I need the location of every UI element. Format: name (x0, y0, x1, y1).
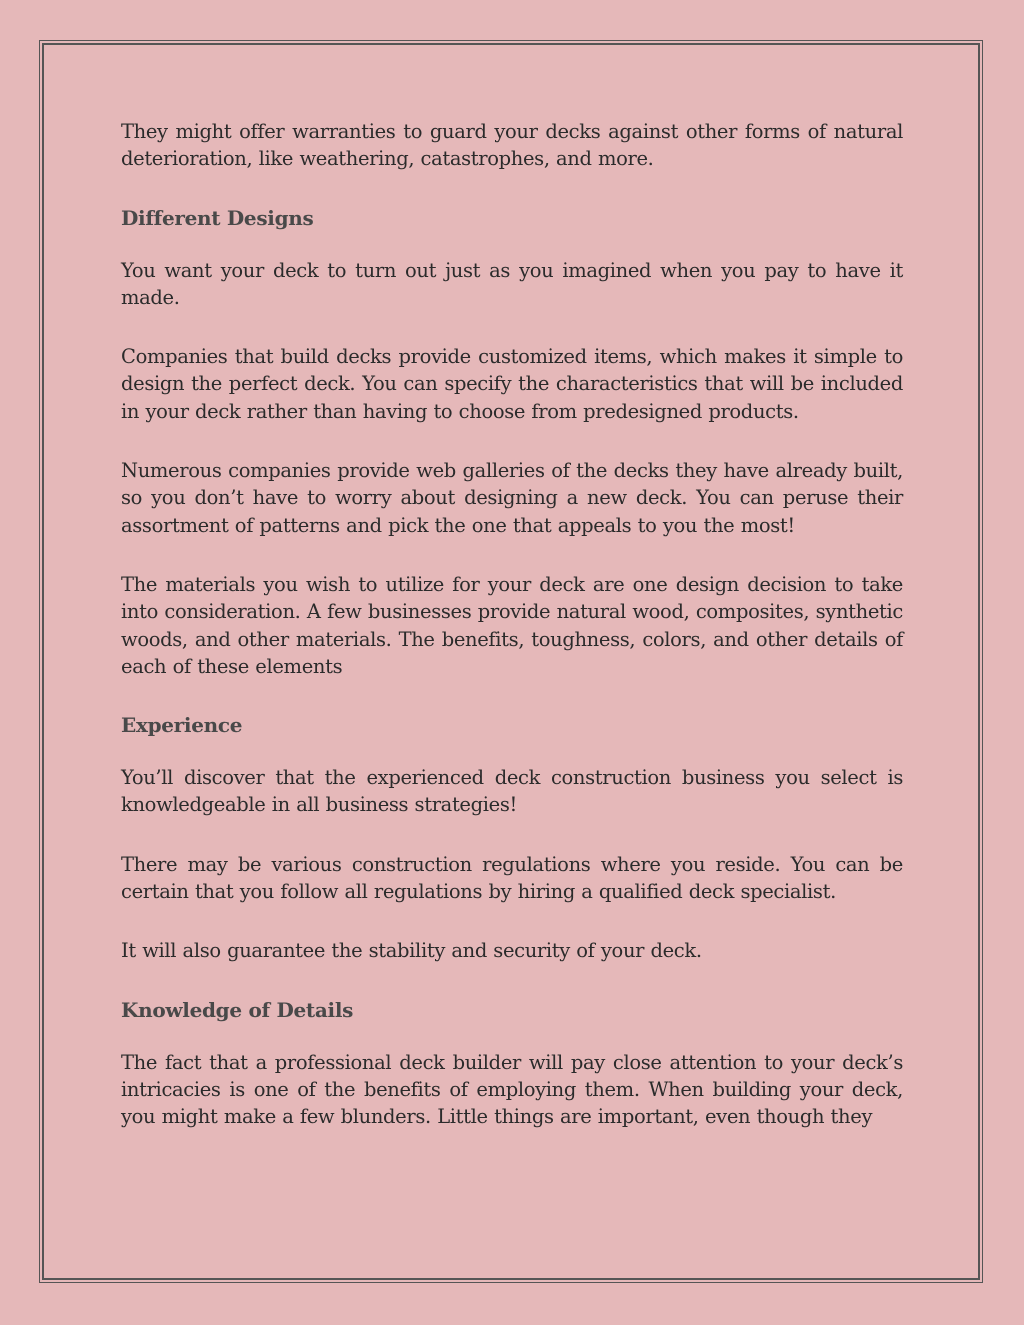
paragraph-warranties: They might offer warranties to guard your decks against other forms of natural deterioration, like weathering, catastrophes, and more. (121, 120, 903, 171)
paragraph-customized-items: Companies that build decks provide customized items, which makes it simple to design the perfect deck. You can specify the characteristics that will be included in your deck rather than having to choose from predesigned products. (121, 345, 903, 423)
paragraph-business-strategies: You’ll discover that the experienced deck construction business you select is knowledgeable in all business strategies! (121, 766, 903, 817)
heading-experience: Experience (121, 713, 243, 738)
heading-different-designs: Different Designs (121, 205, 314, 230)
paragraph-web-galleries: Numerous companies provide web galleries of the decks they have already built, so you don’t have to worry about designing a new deck. You can peruse their assortment of patterns and pick the one that appeals to you the most! (121, 459, 903, 537)
paragraph-deck-imagined: You want your deck to turn out just as you imagined when you pay to have it made. (121, 258, 903, 309)
paragraph-intricacies: The fact that a professional deck builder will pay close attention to your deck’s intricacies is one of the benefits of employing them. When building your deck, you might make a few blunders. Little things are important, even though they (121, 1050, 903, 1129)
heading-knowledge-of-details: Knowledge of Details (121, 997, 354, 1022)
paragraph-stability: It will also guarantee the stability and security of your deck. (121, 939, 702, 963)
paragraph-materials: The materials you wish to utilize for your deck are one design decision to take into consideration. A few businesses provide natural wood, composites, synthetic woods, and other materials. The benefits, toughness, colors, and other details of each of these elements (121, 572, 903, 678)
document-body (121, 118, 903, 1163)
paragraph-regulations: There may be various construction regulations where you reside. You can be certain that you follow all regulations by hiring a qualified deck specialist. (121, 852, 903, 904)
